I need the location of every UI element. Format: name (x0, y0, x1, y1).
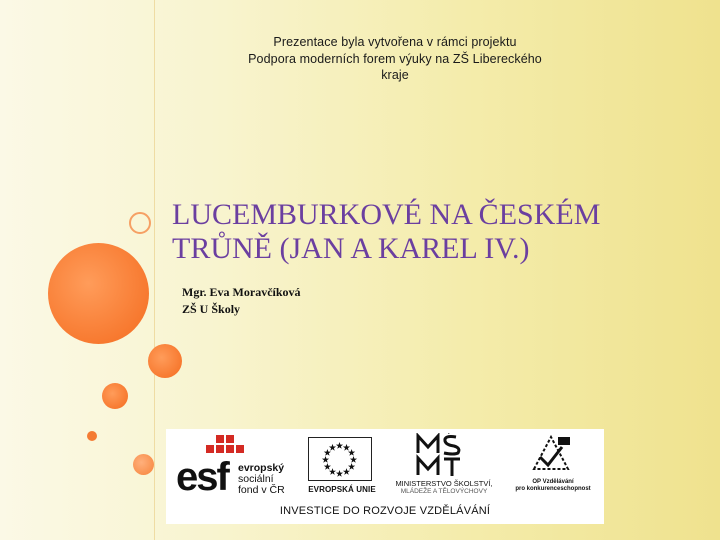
op-label (506, 479, 600, 493)
esf-line-1: evropský (238, 462, 285, 474)
msmt-mark-icon (414, 433, 464, 479)
decorative-circle-large (48, 243, 149, 344)
msmt-label (388, 480, 500, 496)
esf-logo (176, 435, 306, 497)
eu-flag-icon (308, 437, 372, 481)
author-block (182, 284, 301, 318)
slide-title-line-2: TRŮNĚ (JAN A KAREL IV.) (172, 232, 530, 265)
decorative-circle-tiny (87, 431, 97, 441)
slide-title (172, 198, 692, 266)
op-mark-icon (528, 433, 574, 475)
msmt-line-2: MLÁDEŽE A TĚLOVÝCHOVY (400, 488, 488, 495)
project-line-1: Prezentace byla vytvořena v rámci projektu (273, 35, 517, 49)
project-note (230, 34, 560, 84)
msmt-logo (388, 433, 498, 499)
esf-wordmark: esf (176, 455, 228, 499)
esf-text (238, 463, 285, 496)
slide-title-line-1: LUCEMBURKOVÉ NA ČESKÉM (172, 198, 601, 231)
project-line-3: kraje (381, 68, 409, 82)
decorative-circle-small (102, 383, 128, 409)
eu-logo (306, 437, 378, 497)
author-name: Mgr. Eva Moravčíková (182, 285, 301, 299)
op-line-2: pro konkurenceschopnost (515, 486, 591, 492)
decorative-line (154, 0, 155, 540)
esf-line-2: sociální (238, 473, 274, 485)
project-line-2: Podpora moderních forem výuky na ZŠ Libereckého (248, 51, 542, 66)
investment-banner: INVESTICE DO ROZVOJE VZDĚLÁVÁNÍ (279, 505, 491, 517)
op-logo (506, 433, 600, 499)
esf-line-3: fond v ČR (238, 484, 285, 496)
decorative-ring-small (129, 212, 151, 234)
msmt-line-1: MINISTERSTVO ŠKOLSTVÍ, (395, 479, 493, 488)
eu-label: EVROPSKÁ UNIE (308, 485, 376, 494)
op-line-1: OP Vzdělávání (532, 479, 574, 485)
decorative-circle-bottom (133, 454, 154, 475)
sponsor-logo-strip (166, 429, 604, 524)
decorative-circle-medium (148, 344, 182, 378)
author-school: ZŠ U Školy (182, 302, 241, 316)
